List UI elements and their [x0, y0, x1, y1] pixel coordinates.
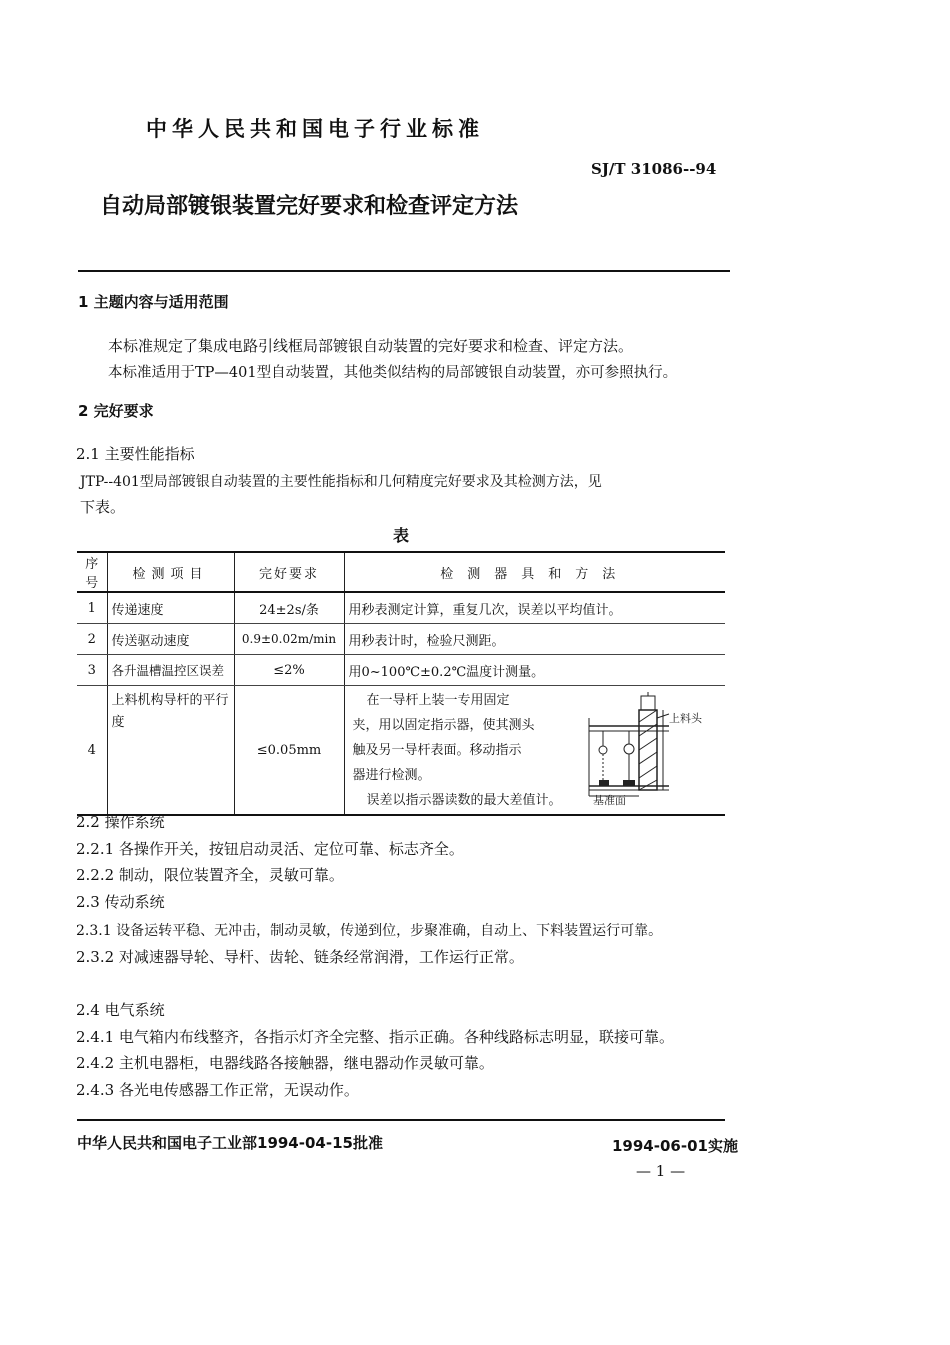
row-requirement: 0.9±0.02m/min [234, 624, 344, 655]
section-2-3-2: 2.3.2 对减速器导轮、导杆、齿轮、链条经常润滑，工作运行正常。 [76, 948, 524, 966]
spec-table [77, 551, 725, 816]
header-requirement: 完好要求 [234, 552, 344, 592]
section-2-4-3: 2.4.3 各光电传感器工作正常，无误动作。 [76, 1081, 359, 1099]
method-line: 触及另一导杆表面。移动指示 [352, 743, 522, 758]
section-2-4-2: 2.4.2 主机电器柜，电器线路各接触器，继电器动作灵敏可靠。 [76, 1054, 494, 1072]
row-requirement: ≤2% [234, 655, 344, 686]
row-no: 2 [77, 624, 107, 655]
table-row [77, 592, 725, 624]
effective-date: 1994-06-01实施 [612, 1137, 738, 1155]
page-number: — 1 — [636, 1162, 686, 1180]
approval-line: 中华人民共和国电子工业部1994-04-15批准 [77, 1134, 383, 1152]
section-2-2-heading: 2.2 操作系统 [76, 813, 165, 831]
row-method [344, 686, 725, 816]
section-2-4-heading: 2.4 电气系统 [76, 1001, 165, 1019]
standard-code: SJ/T 31086--94 [591, 160, 717, 178]
section-1-paragraph-1: 本标准规定了集成电路引线框局部镀银自动装置的完好要求和检查、评定方法。 [108, 337, 634, 355]
row-item [107, 686, 234, 816]
method-line: 器进行检测。 [352, 768, 431, 783]
method-line: 在一导杆上装一专用固定 [366, 693, 510, 708]
section-2-heading: 2 完好要求 [78, 402, 154, 420]
row-method: 用秒表测定计算，重复几次，误差以平均值计。 [344, 592, 725, 624]
section-2-1-heading: 2.1 主要性能指标 [76, 445, 195, 463]
document-title: 自动局部镀银装置完好要求和检查评定方法 [100, 194, 519, 219]
header-method: 检测器具和方法 [344, 552, 725, 592]
row-requirement: ≤0.05mm [234, 686, 344, 816]
header-item: 检测项目 [107, 552, 234, 592]
row-no: 4 [77, 686, 107, 816]
row-no: 1 [77, 592, 107, 624]
row-item: 传递速度 [107, 592, 234, 624]
section-2-2-2: 2.2.2 制动，限位装置齐全，灵敏可靠。 [76, 866, 344, 884]
standard-body-title: 中华人民共和国电子行业标准 [146, 117, 484, 141]
diagram-label-datum: 基准面 [592, 794, 626, 806]
footer-rule [77, 1119, 725, 1121]
row-no: 3 [77, 655, 107, 686]
row-item: 传送驱动速度 [107, 624, 234, 655]
section-1-heading: 1 主题内容与适用范围 [78, 293, 229, 311]
row-item-line: 上料机构导杆的平行 [111, 693, 229, 708]
row-item-line: 度 [111, 715, 125, 730]
section-2-1-text-line-1: JTP--401型局部镀银自动装置的主要性能指标和几何精度完好要求及其检测方法，见 [80, 474, 602, 490]
parallelism-test-diagram [583, 692, 723, 806]
row-method: 用0~100℃±0.2℃温度计测量。 [344, 655, 725, 686]
table-row [77, 686, 725, 816]
method-line: 误差以指示器读数的最大差值计。 [366, 793, 562, 808]
table-caption: 表 [393, 526, 410, 545]
header-no: 序号 [77, 552, 107, 592]
section-2-1-text-line-2: 下表。 [80, 498, 126, 516]
table-header-row [77, 552, 725, 592]
section-2-3-heading: 2.3 传动系统 [76, 893, 165, 911]
row-requirement: 24±2s/条 [234, 592, 344, 624]
table-row [77, 655, 725, 686]
section-2-4-1: 2.4.1 电气箱内布线整齐，各指示灯齐全完整、指示正确。各种线路标志明显，联接可靠。 [76, 1028, 674, 1046]
method-line: 夹，用以固定指示器，使其测头 [352, 718, 535, 733]
diagram-label-feed-head: 上料头 [668, 712, 702, 725]
table-row [77, 624, 725, 655]
section-2-2-1: 2.2.1 各操作开关，按钮启动灵活、定位可靠、标志齐全。 [76, 840, 464, 858]
row-method: 用秒表计时，检验尺测距。 [344, 624, 725, 655]
section-2-3-1: 2.3.1 设备运转平稳、无冲击，制动灵敏，传递到位，步聚准确，自动上、下料装置运行可靠。 [76, 923, 663, 939]
section-1-paragraph-2: 本标准适用于TP—401型自动装置，其他类似结构的局部镀银自动装置，亦可参照执行。 [108, 365, 678, 381]
row-item: 各升温槽温控区误差 [107, 655, 234, 686]
header-rule [78, 270, 730, 272]
